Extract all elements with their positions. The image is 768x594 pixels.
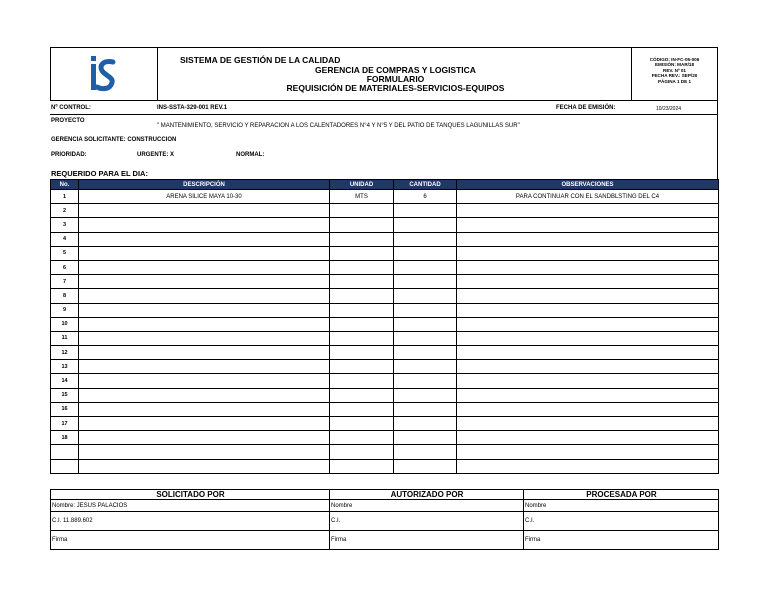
row-descripcion bbox=[79, 346, 330, 360]
table-row bbox=[51, 260, 719, 274]
table-row bbox=[51, 190, 719, 204]
row-number: 9 bbox=[51, 303, 79, 317]
control-row bbox=[50, 101, 718, 115]
row-unidad bbox=[330, 317, 394, 331]
requerido-label: REQUERIDO PARA EL DIA: bbox=[51, 169, 148, 178]
procesada-nombre: Nombre bbox=[524, 500, 719, 512]
company-logo bbox=[89, 54, 119, 94]
row-unidad bbox=[330, 260, 394, 274]
table-row bbox=[51, 346, 719, 360]
autorizado-nombre: Nombre bbox=[330, 500, 524, 512]
control-value: INS-SSTA-329-001 REV.1 bbox=[157, 105, 228, 111]
fecha-emision-label: FECHA DE EMISIÓN: bbox=[556, 105, 616, 111]
table-row bbox=[51, 402, 719, 416]
table-row bbox=[51, 388, 719, 402]
row-cantidad bbox=[394, 445, 457, 459]
table-row bbox=[51, 317, 719, 331]
row-descripcion bbox=[79, 388, 330, 402]
row-observaciones bbox=[457, 232, 719, 246]
signature-firma-row bbox=[51, 531, 719, 550]
code-codigo: CÓDIGO: IN-FC-05-006 bbox=[649, 57, 700, 62]
row-number: 17 bbox=[51, 417, 79, 431]
row-observaciones: PARA CONTINUAR CON EL SANDBLSTING DEL C4 bbox=[457, 190, 719, 204]
row-cantidad bbox=[394, 417, 457, 431]
row-descripcion bbox=[79, 331, 330, 345]
table-row bbox=[51, 445, 719, 459]
solicitado-firma: Firma bbox=[51, 531, 330, 550]
row-number: 1 bbox=[51, 190, 79, 204]
row-descripcion bbox=[79, 317, 330, 331]
column-header-no: No. bbox=[51, 180, 79, 190]
logo-cell bbox=[51, 48, 158, 100]
row-number: 10 bbox=[51, 317, 79, 331]
row-unidad bbox=[330, 459, 394, 473]
row-cantidad bbox=[394, 431, 457, 445]
signature-nombre-row bbox=[51, 500, 719, 512]
urgente-option: URGENTE: X bbox=[137, 152, 175, 158]
row-number: 12 bbox=[51, 346, 79, 360]
row-descripcion bbox=[79, 417, 330, 431]
row-number bbox=[51, 459, 79, 473]
row-unidad bbox=[330, 360, 394, 374]
row-unidad: MTS bbox=[330, 190, 394, 204]
row-unidad bbox=[330, 204, 394, 218]
header-title-1: SISTEMA DE GESTIÓN DE LA CALIDAD bbox=[180, 55, 341, 65]
solicitado-por-heading: SOLICITADO POR bbox=[51, 490, 330, 500]
row-observaciones bbox=[457, 246, 719, 260]
row-unidad bbox=[330, 388, 394, 402]
row-cantidad bbox=[394, 275, 457, 289]
row-observaciones bbox=[457, 374, 719, 388]
table-row bbox=[51, 275, 719, 289]
procesada-ci: C.I. bbox=[524, 512, 719, 531]
row-cantidad bbox=[394, 360, 457, 374]
solicitado-ci: C.I. 11.889.602 bbox=[51, 512, 330, 531]
row-descripcion bbox=[79, 289, 330, 303]
row-descripcion bbox=[79, 374, 330, 388]
row-unidad bbox=[330, 431, 394, 445]
row-cantidad: 6 bbox=[394, 190, 457, 204]
row-number: 15 bbox=[51, 388, 79, 402]
column-header-cantidad: CANTIDAD bbox=[394, 180, 457, 190]
row-observaciones bbox=[457, 388, 719, 402]
row-cantidad bbox=[394, 204, 457, 218]
document-codes bbox=[632, 57, 717, 84]
row-number: 11 bbox=[51, 331, 79, 345]
column-header-observaciones: OBSERVACIONES bbox=[457, 180, 719, 190]
row-unidad bbox=[330, 246, 394, 260]
row-cantidad bbox=[394, 303, 457, 317]
row-cantidad bbox=[394, 317, 457, 331]
row-descripcion bbox=[79, 246, 330, 260]
row-unidad bbox=[330, 331, 394, 345]
row-descripcion bbox=[79, 431, 330, 445]
row-observaciones bbox=[457, 317, 719, 331]
header-title-2: GERENCIA DE COMPRAS Y LOGISTICA bbox=[315, 65, 476, 75]
table-row bbox=[51, 289, 719, 303]
normal-option: NORMAL: bbox=[236, 152, 265, 158]
table-row bbox=[51, 232, 719, 246]
header-title-4: REQUISICIÓN DE MATERIALES-SERVICIOS-EQUIPOS bbox=[286, 83, 505, 93]
row-unidad bbox=[330, 289, 394, 303]
row-observaciones bbox=[457, 445, 719, 459]
row-cantidad bbox=[394, 402, 457, 416]
signature-header-row bbox=[51, 490, 719, 500]
row-unidad bbox=[330, 402, 394, 416]
row-cantidad bbox=[394, 331, 457, 345]
row-cantidad bbox=[394, 246, 457, 260]
row-observaciones bbox=[457, 289, 719, 303]
row-cantidad bbox=[394, 289, 457, 303]
row-unidad bbox=[330, 346, 394, 360]
row-observaciones bbox=[457, 360, 719, 374]
row-observaciones bbox=[457, 204, 719, 218]
row-descripcion bbox=[79, 402, 330, 416]
autorizado-firma: Firma bbox=[330, 531, 524, 550]
autorizado-por-heading: AUTORIZADO POR bbox=[330, 490, 524, 500]
row-observaciones bbox=[457, 459, 719, 473]
table-row bbox=[51, 246, 719, 260]
autorizado-ci: C.I. bbox=[330, 512, 524, 531]
row-descripcion bbox=[79, 204, 330, 218]
proyecto-value: " MANTENIMIENTO, SERVICIO Y REPARACION A LOS CALENTADORES N°4 Y N°5 Y DEL PATIO DE TANQUES LAGUNILLAS SUR" bbox=[157, 123, 520, 129]
row-number: 16 bbox=[51, 402, 79, 416]
row-cantidad bbox=[394, 459, 457, 473]
row-descripcion bbox=[79, 459, 330, 473]
row-number: 2 bbox=[51, 204, 79, 218]
row-unidad bbox=[330, 218, 394, 232]
column-header-unidad: UNIDAD bbox=[330, 180, 394, 190]
table-row bbox=[51, 331, 719, 345]
code-pagina: PÁGINA 1 DE 1 bbox=[657, 78, 691, 84]
table-row bbox=[51, 459, 719, 473]
table-row bbox=[51, 204, 719, 218]
table-row bbox=[51, 303, 719, 317]
row-number: 5 bbox=[51, 246, 79, 260]
row-observaciones bbox=[457, 431, 719, 445]
prioridad-label: PRIORIDAD: bbox=[51, 152, 87, 158]
control-label: Nº CONTROL: bbox=[51, 105, 91, 111]
form-header bbox=[50, 47, 718, 101]
row-observaciones bbox=[457, 402, 719, 416]
header-title-3: FORMULARIO bbox=[366, 74, 425, 84]
row-observaciones bbox=[457, 346, 719, 360]
row-unidad bbox=[330, 232, 394, 246]
row-descripcion bbox=[79, 218, 330, 232]
signature-ci-row bbox=[51, 512, 719, 531]
row-number: 4 bbox=[51, 232, 79, 246]
row-observaciones bbox=[457, 331, 719, 345]
row-descripcion bbox=[79, 260, 330, 274]
row-observaciones bbox=[457, 218, 719, 232]
proyecto-label: PROYECTO bbox=[51, 118, 85, 124]
row-observaciones bbox=[457, 303, 719, 317]
row-unidad bbox=[330, 445, 394, 459]
signature-table bbox=[50, 489, 719, 550]
items-table bbox=[50, 179, 719, 474]
row-descripcion bbox=[79, 303, 330, 317]
row-cantidad bbox=[394, 260, 457, 274]
row-number: 13 bbox=[51, 360, 79, 374]
row-cantidad bbox=[394, 232, 457, 246]
row-descripcion bbox=[79, 275, 330, 289]
row-cantidad bbox=[394, 346, 457, 360]
table-header-row bbox=[51, 180, 719, 190]
row-observaciones bbox=[457, 417, 719, 431]
column-header-descripcion: DESCRIPCIÓN bbox=[79, 180, 330, 190]
row-observaciones bbox=[457, 260, 719, 274]
row-number: 18 bbox=[51, 431, 79, 445]
code-rev: REV. Nº 01 bbox=[663, 67, 686, 73]
table-row bbox=[51, 417, 719, 431]
row-unidad bbox=[330, 303, 394, 317]
code-emision: EMISIÓN: MAR/18 bbox=[654, 62, 695, 68]
gerencia-solicitante: GERENCIA SOLICITANTE: CONSTRUCCION bbox=[51, 137, 177, 143]
row-observaciones bbox=[457, 275, 719, 289]
row-descripcion bbox=[79, 445, 330, 459]
fecha-emision-value: 10/23/2024 bbox=[656, 106, 682, 112]
row-cantidad bbox=[394, 218, 457, 232]
table-row bbox=[51, 218, 719, 232]
procesada-firma: Firma bbox=[524, 531, 719, 550]
row-descripcion bbox=[79, 232, 330, 246]
code-fecha-rev: FECHA REV.: SEP/20 bbox=[651, 73, 698, 79]
row-descripcion bbox=[79, 360, 330, 374]
row-cantidad bbox=[394, 388, 457, 402]
row-descripcion: ARENA SILICE MAYA 10-30 bbox=[79, 190, 330, 204]
table-row bbox=[51, 360, 719, 374]
row-number: 14 bbox=[51, 374, 79, 388]
table-row bbox=[51, 374, 719, 388]
document-code-cell bbox=[631, 48, 717, 100]
row-number: 7 bbox=[51, 275, 79, 289]
row-unidad bbox=[330, 417, 394, 431]
row-number bbox=[51, 445, 79, 459]
procesada-por-heading: PROCESADA POR bbox=[524, 490, 719, 500]
row-number: 6 bbox=[51, 260, 79, 274]
solicitado-nombre: Nombre: JESUS PALACIOS bbox=[51, 500, 330, 512]
row-number: 8 bbox=[51, 289, 79, 303]
row-unidad bbox=[330, 374, 394, 388]
row-cantidad bbox=[394, 374, 457, 388]
row-number: 3 bbox=[51, 218, 79, 232]
row-unidad bbox=[330, 275, 394, 289]
table-row bbox=[51, 431, 719, 445]
